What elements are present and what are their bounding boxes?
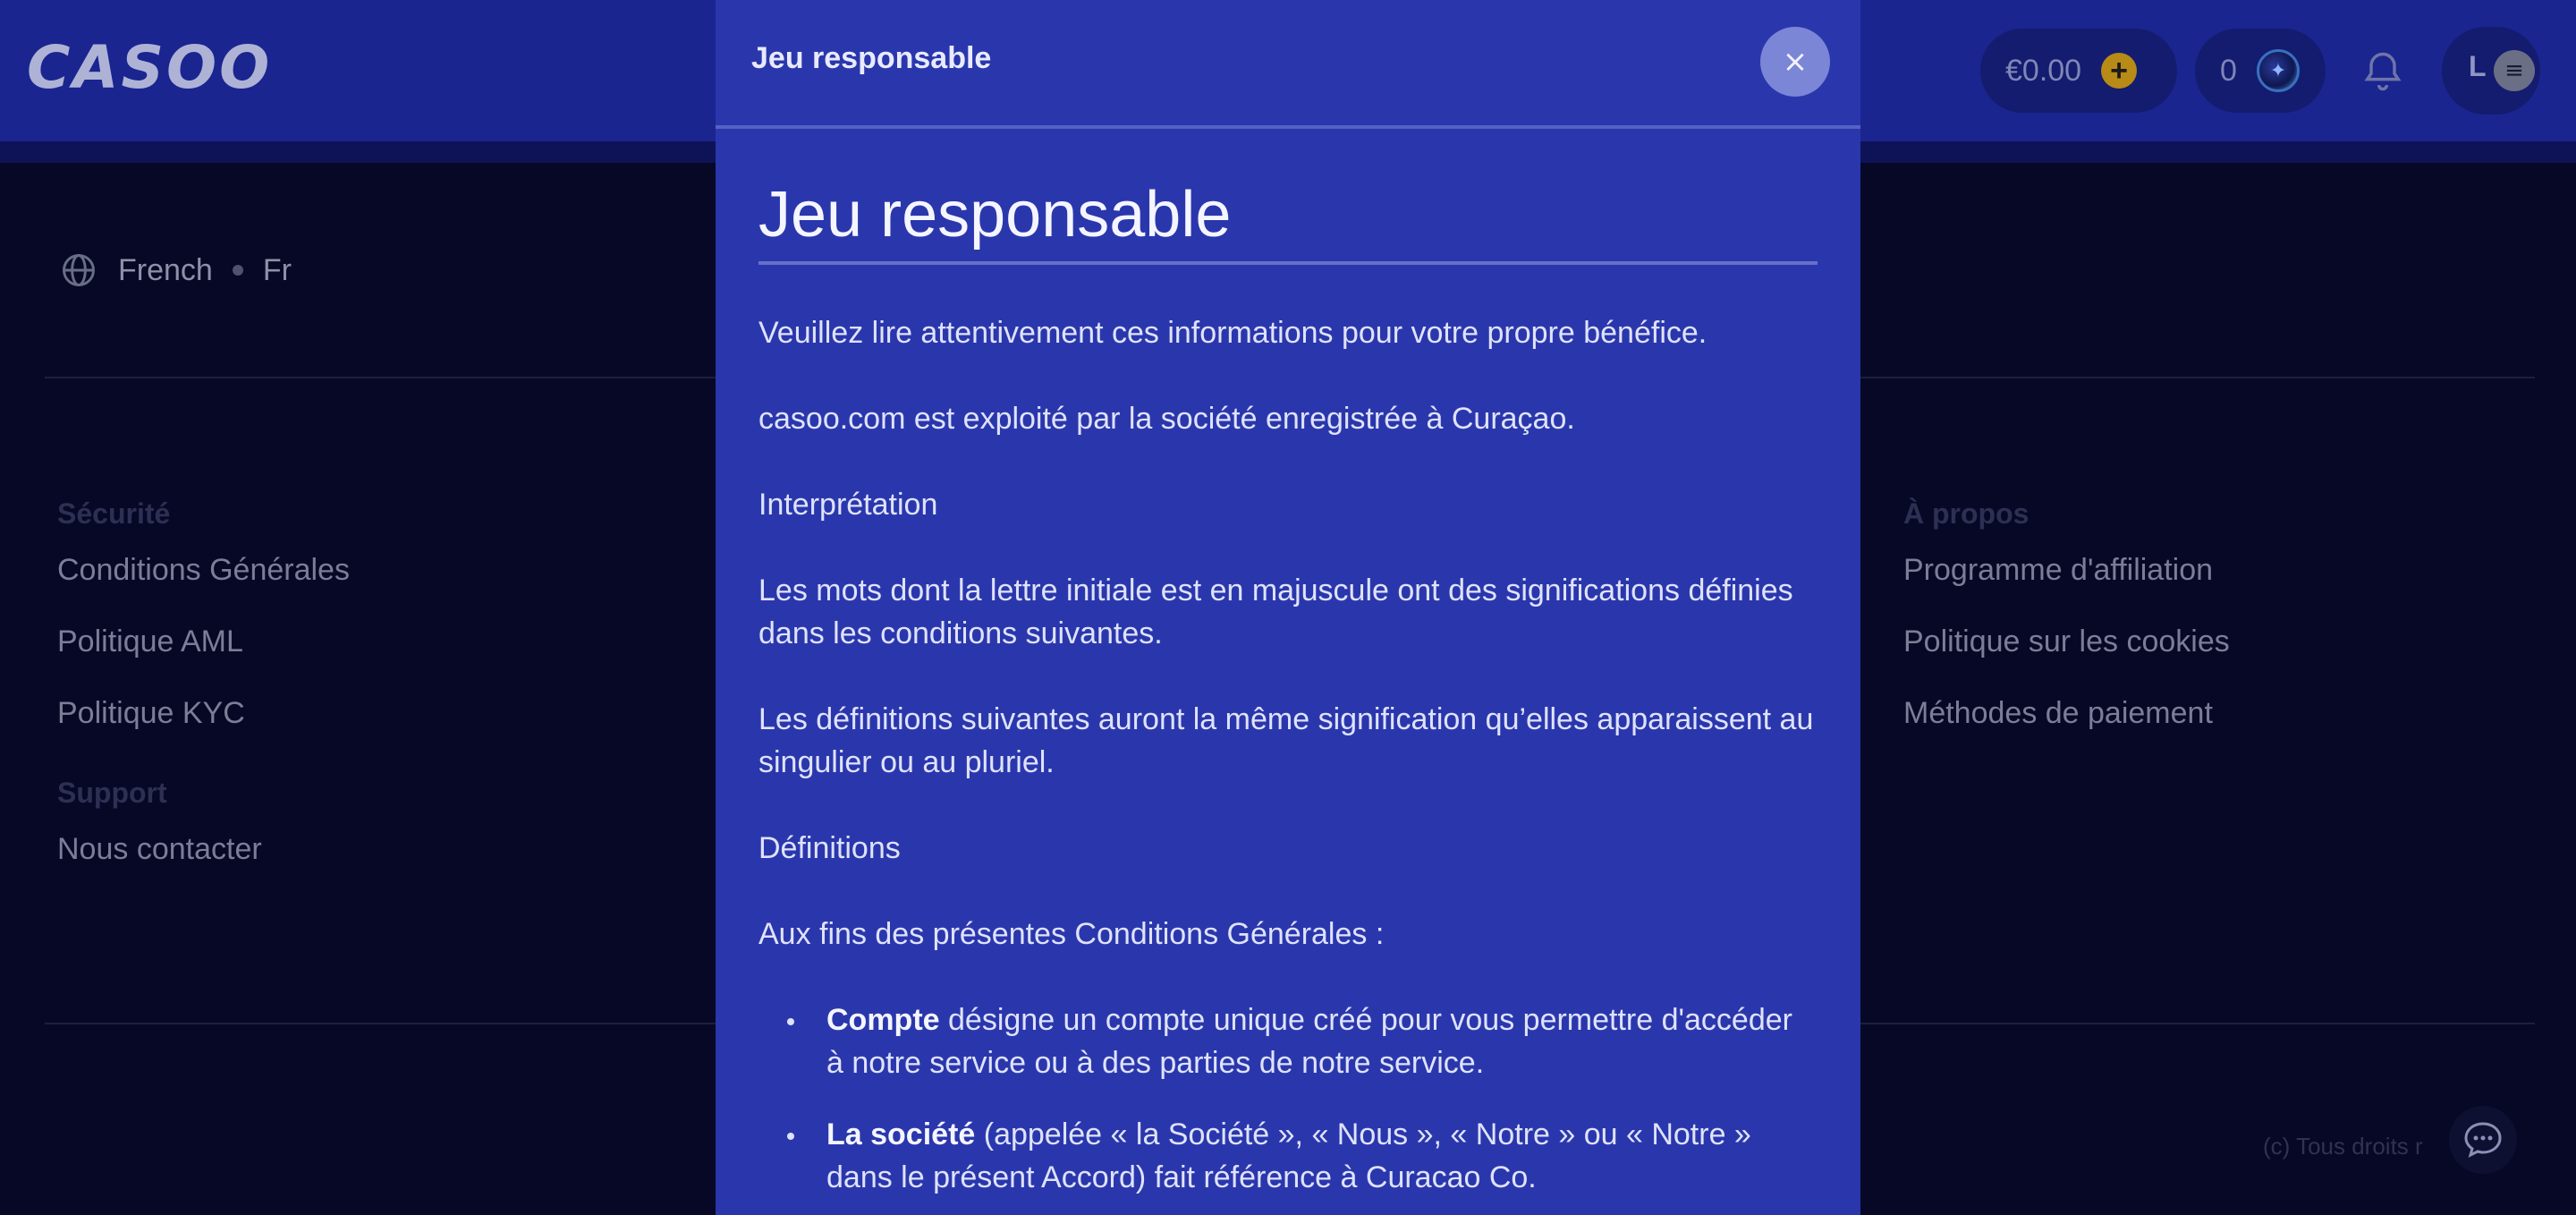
copyright-text: (c) Tous droits r — [2263, 1133, 2423, 1160]
definition-text: désigne un compte unique créé pour vous permettre d'accéder à notre service ou à des parties de notre service. — [826, 1003, 1792, 1080]
list-item — [787, 1113, 1818, 1199]
footer-link-affiliate[interactable]: Programme d'affiliation — [1903, 553, 2214, 587]
footer-link-kyc[interactable]: Politique KYC — [57, 696, 245, 730]
globe-icon — [59, 251, 98, 290]
balance-pill[interactable] — [1980, 29, 2177, 113]
add-funds-icon[interactable]: + — [2101, 53, 2137, 89]
user-initial: L — [2469, 50, 2487, 82]
footer-link-payment[interactable]: Méthodes de paiement — [1903, 696, 2213, 730]
section-heading-definitions: Définitions — [758, 831, 901, 865]
modal-body[interactable] — [758, 175, 1818, 1215]
modal-page-title: Jeu responsable — [758, 175, 1818, 265]
user-menu-button[interactable] — [2442, 27, 2540, 115]
footer-link-aml[interactable]: Politique AML — [57, 624, 243, 658]
coins-pill[interactable] — [2195, 29, 2326, 113]
paragraph-purposes: Aux fins des présentes Conditions Générales : — [758, 917, 1385, 951]
footer-heading-about: À propos — [1903, 497, 2029, 530]
paragraph-operator: casoo.com est exploité par la société enregistrée à Curaçao. — [758, 402, 1575, 436]
close-button[interactable]: × — [1760, 27, 1830, 97]
chat-button[interactable] — [2449, 1106, 2517, 1174]
bullet-dot — [787, 1133, 794, 1140]
modal-header — [716, 0, 1860, 129]
definition-term: Compte — [826, 1003, 940, 1037]
language-code: Fr — [262, 252, 292, 287]
footer-heading-support: Support — [57, 777, 167, 809]
language-selector[interactable] — [59, 249, 292, 292]
footer-link-cookies[interactable]: Politique sur les cookies — [1903, 624, 2230, 658]
notification-bell-icon[interactable] — [2360, 48, 2406, 95]
paragraph-capital-letters: Les mots dont la lettre initiale est en majuscule ont des significations définies dans les conditions suivantes. — [758, 574, 1793, 650]
responsible-gaming-modal — [716, 0, 1860, 1215]
coin-icon: ✦ — [2257, 49, 2300, 92]
modal-header-title: Jeu responsable — [751, 41, 992, 75]
footer-link-contact[interactable]: Nous contacter — [57, 832, 262, 866]
definition-text: (appelée « la Société », « Nous », « Notre » ou « Notre » dans le présent Accord) fait référence à Curacao Co. — [826, 1117, 1751, 1194]
footer-heading-security: Sécurité — [57, 497, 171, 530]
definitions-list — [787, 998, 1818, 1199]
bullet-dot — [787, 1018, 794, 1025]
hamburger-menu-icon[interactable]: ≡ — [2494, 50, 2535, 91]
casoo-logo[interactable]: CASOO — [27, 33, 273, 102]
language-separator — [233, 265, 243, 276]
language-name: French — [118, 252, 213, 287]
chat-icon — [2449, 1106, 2517, 1174]
paragraph-intro: Veuillez lire attentivement ces informations pour votre propre bénéfice. — [758, 316, 1707, 350]
balance-value: €0.00 — [2005, 53, 2082, 88]
coins-value: 0 — [2220, 53, 2237, 88]
definition-term: La société — [826, 1117, 976, 1151]
footer-link-terms[interactable]: Conditions Générales — [57, 553, 350, 587]
paragraph-singular-plural: Les définitions suivantes auront la même signification qu’elles apparaissent au singulier ou au pluriel. — [758, 702, 1814, 779]
section-heading-interpretation: Interprétation — [758, 488, 938, 522]
list-item — [787, 998, 1818, 1084]
